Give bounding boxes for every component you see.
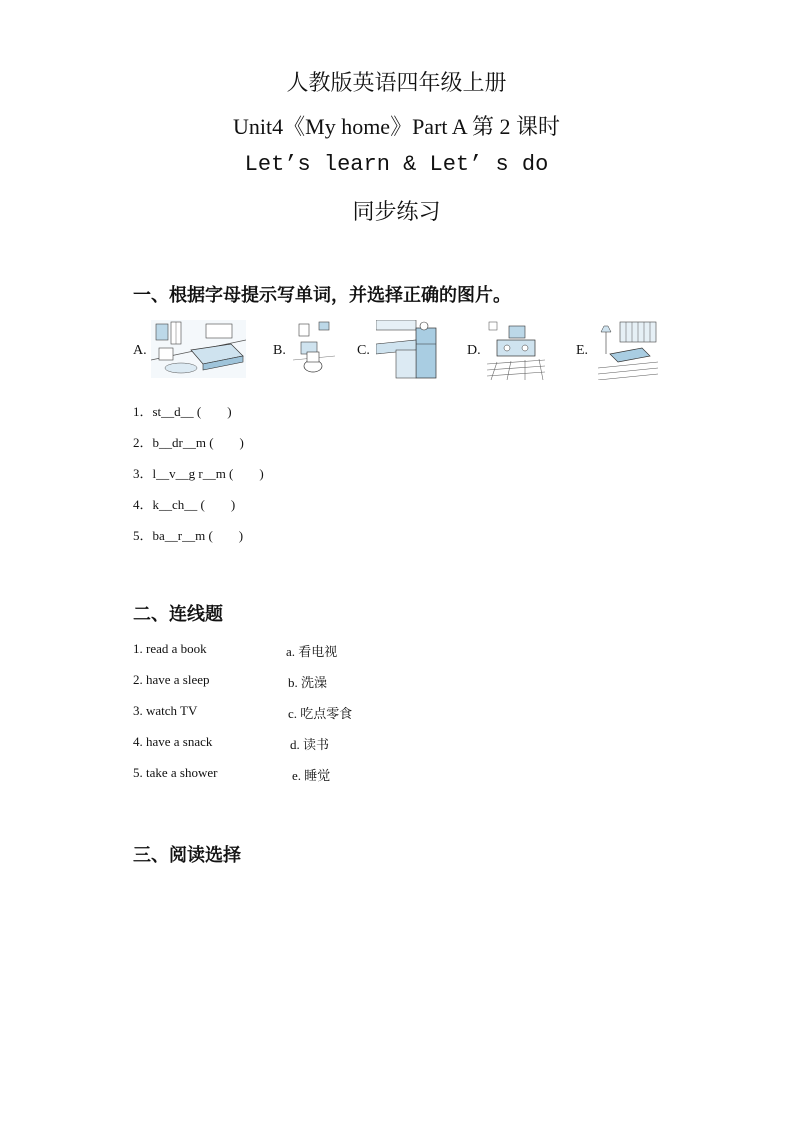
- question-2: 2．b__dr__m ( ): [133, 435, 244, 450]
- match-left-1: 1. read a book: [133, 641, 207, 656]
- option-a-label: A.: [133, 343, 147, 358]
- match-left-2: 2. have a sleep: [133, 672, 210, 687]
- option-c-label: C.: [357, 343, 370, 358]
- question-4: 4．k__ch__ ( ): [133, 497, 236, 512]
- section1-heading: 一、根据字母提示写单词，并选择正确的图片。: [133, 285, 511, 306]
- section3-heading: 三、阅读选择: [133, 845, 241, 866]
- match-left-4: 4. have a snack: [133, 734, 213, 749]
- match-right-d: d. 读书: [290, 737, 330, 752]
- match-right-a: a. 看电视: [286, 644, 338, 659]
- living-room-image: [598, 320, 658, 380]
- option-b-label: B.: [273, 343, 286, 358]
- practice-title: 同步练习: [352, 199, 441, 224]
- match-right-e: e. 睡觉: [292, 768, 331, 783]
- match-left-3: 3. watch TV: [133, 703, 198, 718]
- option-e-label: E.: [576, 343, 589, 358]
- match-left-5: 5. take a shower: [133, 765, 218, 780]
- match-right-c: c. 吃点零食: [288, 706, 353, 721]
- option-d-label: D.: [467, 343, 481, 358]
- kitchen-image: [376, 320, 438, 380]
- match-right-b: b. 洗澡: [288, 675, 328, 690]
- question-3: 3．l__v__g r__m ( ): [133, 466, 264, 481]
- question-5: 5．ba__r__m ( ): [133, 528, 244, 543]
- study-image: [487, 320, 545, 380]
- lesson-title: Let’s learn & Let’ s do: [244, 152, 549, 177]
- section2-heading: 二、连线题: [133, 604, 223, 625]
- question-1: 1．st__d__ ( ): [133, 404, 232, 419]
- bathroom-image: [293, 320, 335, 378]
- unit-title: Unit4《My home》Part A 第 2 课时: [233, 114, 560, 139]
- bedroom-image: [151, 320, 246, 378]
- worksheet-title: 人教版英语四年级上册: [286, 70, 507, 95]
